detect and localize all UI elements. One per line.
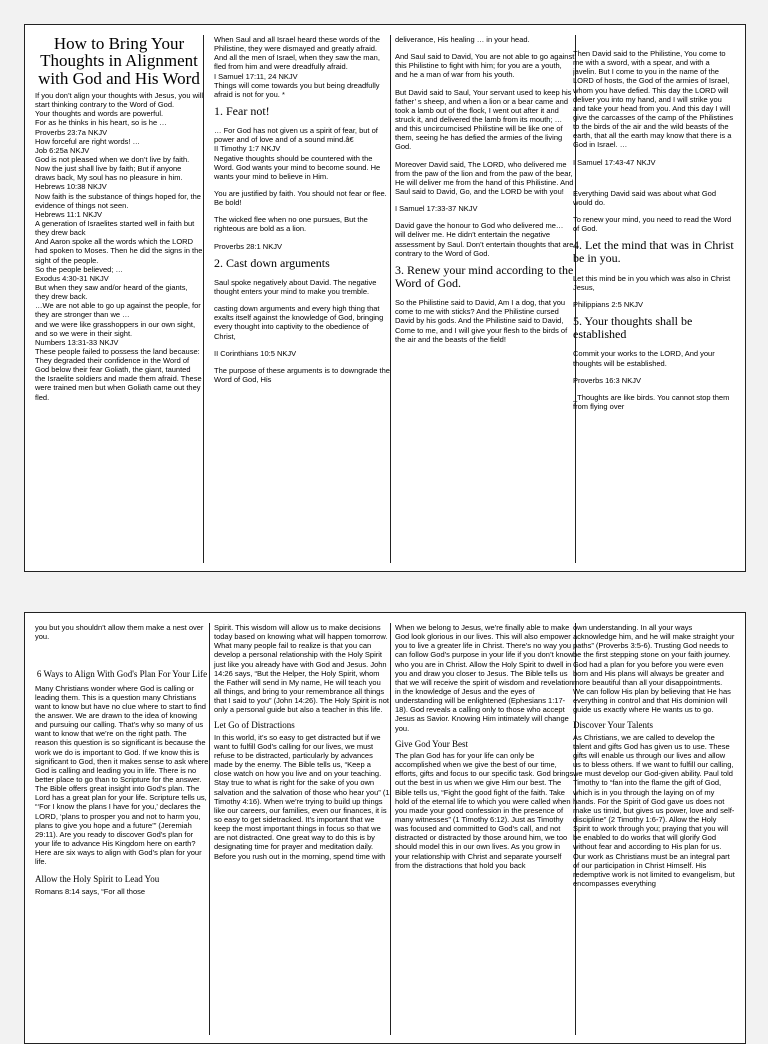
paragraph: _Thoughts are like birds. You cannot stop them from flying over [573, 392, 730, 411]
paragraph: In this world, it’s so easy to get distracted but if we want to fulfill God’s calling for our lives, we must refuse to be distracted, particularly by advances made by the enemy. The Bible tells us, “Keep a close watch on how you live and on your teaching. Stay true to what is right for the sake of you own salvation and the salvation of those who hear you” (1 Timothy 4:16). When we’re trying to build up things like our careers, our families, even our finances, it is so easy to get sidetracked. It’s important that we keep the most important things in focus so that we are not distracted. One great way to do this is by designating time for prayer and meditation daily. Before you rush out in the morning, spend time with [214, 732, 390, 861]
text-line: God is not pleased when we don’t live by faith. [35, 154, 190, 164]
text-line: These people failed to possess the land because: [35, 346, 200, 356]
paragraph: The wicked flee when no one pursues, But the righteous are bold as a lion. [214, 215, 368, 234]
paragraph: casting down arguments and every high thing that exalts itself against the knowledge of God, bringing every thought into captivity to the obedience of Christ, [214, 304, 384, 341]
paragraph: David gave the honour to God who delivered me… will deliver me. He didn’t entertain the negative assessment by Saul. Don’t entertain thoughts that are contrary to the Word of God. [395, 221, 574, 258]
column-4 [573, 623, 735, 1035]
text-line: And Aaron spoke all the words which the LORD had spoken to Moses. Then he did the signs in the sight of the people. [35, 237, 203, 265]
scripture-ref: Hebrews 10:38 NKJV [35, 182, 107, 192]
paragraph: Then David said to the Philistine, You come to me with a sword, with a spear, and with a javelin. But I come to you in the name of the LORD of hosts, the God of the armies of Israel, whom you have defied. This day the LORD will deliver you into my hand, and I will strike you and take your head from you. And this day I will give the carcasses of the camp of the Philistines to the birds of the air and the wild beasts of the earth, that all the earth may know that there is a God in Israel. … [573, 49, 734, 150]
section-heading: Give God Your Best [395, 738, 469, 749]
paragraph: Romans 8:14 says, “For all those [35, 886, 146, 896]
paragraph: And Saul said to David, You are not able to go against this Philistine to fight with him; for you are a youth, and he a man of war from his youth. [395, 52, 575, 80]
text-line: Now faith is the substance of things hoped for, the evidence of things not seen. [35, 191, 201, 210]
scripture-ref: Proverbs 16:3 NKJV [573, 375, 641, 385]
column-4 [573, 35, 735, 563]
text-line: Now the just shall live by faith; But if anyone draws back, My soul has no pleasure in him. [35, 164, 183, 183]
section-heading: Discover Your Talents [573, 720, 653, 731]
paragraph: You are justified by faith. You should not fear or flee. Be bold! [214, 189, 387, 208]
scripture-ref: I Samuel 17:43-47 NKJV [573, 157, 656, 167]
paragraph: To renew your mind, you need to read the Word of God. [573, 214, 732, 234]
page-title: How to Bring Your Thoughts in Alignment with God and His Word [38, 35, 200, 88]
document-page-1 [24, 24, 746, 572]
column-1-lines [35, 91, 203, 402]
paragraph: you but you shouldn’t allow them make a nest over you. [35, 623, 204, 642]
scripture-ref: Hebrews 11:1 NKJV [35, 209, 102, 219]
text-line: But when they saw and/or heard of the giants, they drew back. [35, 282, 188, 302]
paragraph: Saul spoke negatively about David. The negative thought enters your mind to make you tremble. [214, 277, 377, 297]
scripture-ref: I Samuel 17:33-37 NKJV [395, 204, 478, 214]
paragraph: But David said to Saul, Your servant used to keep his father’ s sheep, and when a lion or a bear came and took a lamb out of the flock, I went out after it and struck it, and delivered the lamb from its mouth; … and this uncircumcised Philistine will be like one of them, seeing he has defied the armies of the living God. [395, 87, 572, 152]
text-line: If you don’t align your thoughts with Jesus, you will start thinking contrary to the Word of God. [35, 90, 204, 110]
paragraph: Let this mind be in you which was also in Christ Jesus, [573, 273, 731, 292]
scripture-ref: Proverbs 23:7a NKJV [35, 127, 108, 137]
paragraph: As Christians, we are called to develop the talent and gifts God has given us to use. These gifts will enable us through our lives and allow us to bless others. If we want to fulfill our calling, we must develop our God-given ability. Paul told Timothy to “fan into the flame the gift of God, which is in you through the laying on of my hands. For the Spirit of God gave us does not make us timid, but gives us power, love and self-discipline” (2 Timothy 1:6-7). Allow the Holy Spirit to work through you; praying that you will be enabled to do works that will glorify God without fear and according to His plan for us. Our work as Christians must be an integral part of our participation in Christ Himself. His redemptive work is not limited to evangelism, but encompasses everything [573, 732, 735, 888]
paragraph: The purpose of these arguments is to downgrade the Word of God, His [214, 365, 390, 385]
scripture-ref: Numbers 13:31-33 NKJV [35, 337, 119, 347]
column-3 [386, 35, 576, 563]
column-1 [35, 35, 204, 563]
paragraph: The plan God has for your life can only be accomplished when we give the best of our time, efforts, gifts and focus to our specific task. God brings out the best in us when we give Him our best. The Bible tells us, “Fight the good fight of the faith. Take hold of the eternal life to which you were called when you made your good confession in the presence of many witnesses” (1 Timothy 6:12). Just as Timothy was focused and committed to God’s call, and not distracted or distracted by those around him, we too should model this in our own lives. As you grow in your relationship with Christ and separate yourself from the distractions that hold you back [395, 751, 574, 870]
paragraph: deliverance, His healing … in your head. [395, 35, 530, 44]
paragraph: So the Philistine said to David, Am I a dog, that you come to me with sticks? And the Philistine cursed David by his gods. And the Philistine said to David, Come to me, and I will give your flesh to the birds of the air and the beasts of the field! [395, 298, 568, 344]
column-3 [386, 623, 576, 1035]
section-heading: 5. Your thoughts shall be established [573, 314, 693, 342]
document-page-2 [24, 612, 746, 1044]
paragraph: Many Christians wonder where God is calling or leading them. This is a question many Christians want to know but have no clue where to start to find the answer. We are drawn to the idea of knowing and pursuing our calling. That’s why so many of us want to know that we’re on the right path. The reason this question is so significant is because the work we do is important to God. If we know this is significant to God, then it makes sense to ask where God is calling and leading you in life. There is no better place to go than to Scripture for the answer. The Bible offers great insight into God’s plan. The Lord has a great plan for your life. Scripture tells us, “‘For I know the plans I have for you,’ declares the LORD, ‘plans to prosper you and not to harm you, plans to give you hope and a future’” (Jeremiah 29:11). Are you ready to discover God’s plan for your life to advance His Kingdom here on earth? Here are six ways to align with God’s plan for your life. [35, 683, 209, 867]
scripture-ref: Philippians 2:5 NKJV [573, 299, 644, 309]
section-heading: 1. Fear not! [214, 103, 270, 118]
section-heading: 6 Ways to Align With God's Plan For Your Life [36, 669, 208, 680]
paragraph: own understanding. In all your ways acknowledge him, and he will make straight your paths” (Proverbs 3:5-6). Trusting God needs to be the first stepping stone on your faith journey. God had a plan for you before you were even born and His plans will always be greater and more beautiful than all your disappointments. We can follow His plan by believing that He has everything in control and that His dominion will guide us exactly where He wants us to go. [573, 623, 735, 715]
paragraph: Moreover David said, The LORD, who delivered me from the paw of the lion and from the paw of the bear, He will deliver me from the hand of this Philistine. And Saul said to David, Go, and the LORD be with you! [395, 159, 574, 196]
text-line: Your thoughts and words are powerful. [35, 109, 164, 119]
paragraph: Negative thoughts should be countered with the Word. God wants your mind to become sound. He wants your mind to believe in Him. [214, 153, 381, 181]
text-line: For as he thinks in his heart, so is he … [35, 118, 167, 128]
text-line: …We are not able to go up against the people, for they are stronger than we … [35, 301, 201, 320]
section-heading: 3. Renew your mind according to the Word of God. [395, 262, 574, 290]
text-line: and we were like grasshoppers in our own sight, and so we were in their sight. [35, 319, 196, 338]
scripture-ref: Job 6:25a NKJV [35, 145, 90, 155]
paragraph: When we belong to Jesus, we’re finally able to make God look glorious in our lives. This will also empower you to live a greater life in Christ. There’s no way you can follow God’s purpose in your life if you don’t know who you are in Christ. Allow the Holy Spirit to dwell in you and draw you closer to Jesus. The Bible tells us that we will receive the spirit of wisdom and revelation in the knowledge of Jesus and the eyes of understanding will be enlightened (Ephesians 1:17-18). God reveals a calling only to those who accept Jesus as Savior. Knowing Him intimately will change you. [395, 623, 574, 733]
paragraph: Commit your works to the LORD, And your thoughts will be established. [573, 349, 715, 368]
text-line: A generation of Israelites started well in faith but they drew back [35, 218, 195, 238]
text-line: So the people believed; … [35, 264, 123, 274]
paragraph: Everything David said was about what God would do. [573, 188, 716, 207]
scripture-ref: Exodus 4:30-31 NKJV [35, 273, 109, 283]
section-heading: 4. Let the mind that was in Christ be in you. [573, 238, 734, 266]
section-heading: Allow the Holy Spirit to Lead You [35, 874, 160, 885]
paragraph: Things will come towards you but being dreadfully afraid is not for you. * [214, 80, 380, 99]
column-2 [205, 623, 391, 1035]
text-line: They degraded their confidence in the Word of God below their fear Goliath, the giant, taunted the Israelite soldiers and made them afraid. These were trained men but when Goliath came out they fled. [35, 356, 202, 402]
paragraph: Spirit. This wisdom will allow us to make decisions today based on knowing what will happen tomorrow. What many people fail to realize is that you can develop a personal relationship with the Holy Spirit just like you already have with God and Jesus. John 14:26 says, “But the Helper, the Holy Spirit, whom the Father will send in My name, He will teach you all things, and bring to your remembrance all things that I said to you” (John 14:26). The Holy Spirit is not only a personal guide but also a teacher in this life. [214, 623, 389, 715]
paragraph: When Saul and all Israel heard these words of the Philistine, they were dismayed and greatly afraid. And all the men of Israel, when they saw the man, fled from him and were dreadfully afraid. [214, 35, 380, 72]
scripture-ref: II Timothy 1:7 NKJV [214, 144, 281, 154]
section-heading: 2. Cast down arguments [214, 255, 330, 270]
scripture-ref: II Corinthians 10:5 NKJV [214, 348, 297, 358]
paragraph: … For God has not given us a spirit of fear, but of power and of love and of a sound mind.â€ [214, 126, 378, 145]
column-1 [35, 623, 210, 1035]
column-2 [205, 35, 391, 563]
text-line: How forceful are right words! … [35, 136, 141, 146]
section-heading: Let Go of Distractions [214, 720, 295, 731]
scripture-ref: I Samuel 17:11, 24 NKJV [214, 71, 298, 81]
scripture-ref: Proverbs 28:1 NKJV [214, 241, 282, 251]
